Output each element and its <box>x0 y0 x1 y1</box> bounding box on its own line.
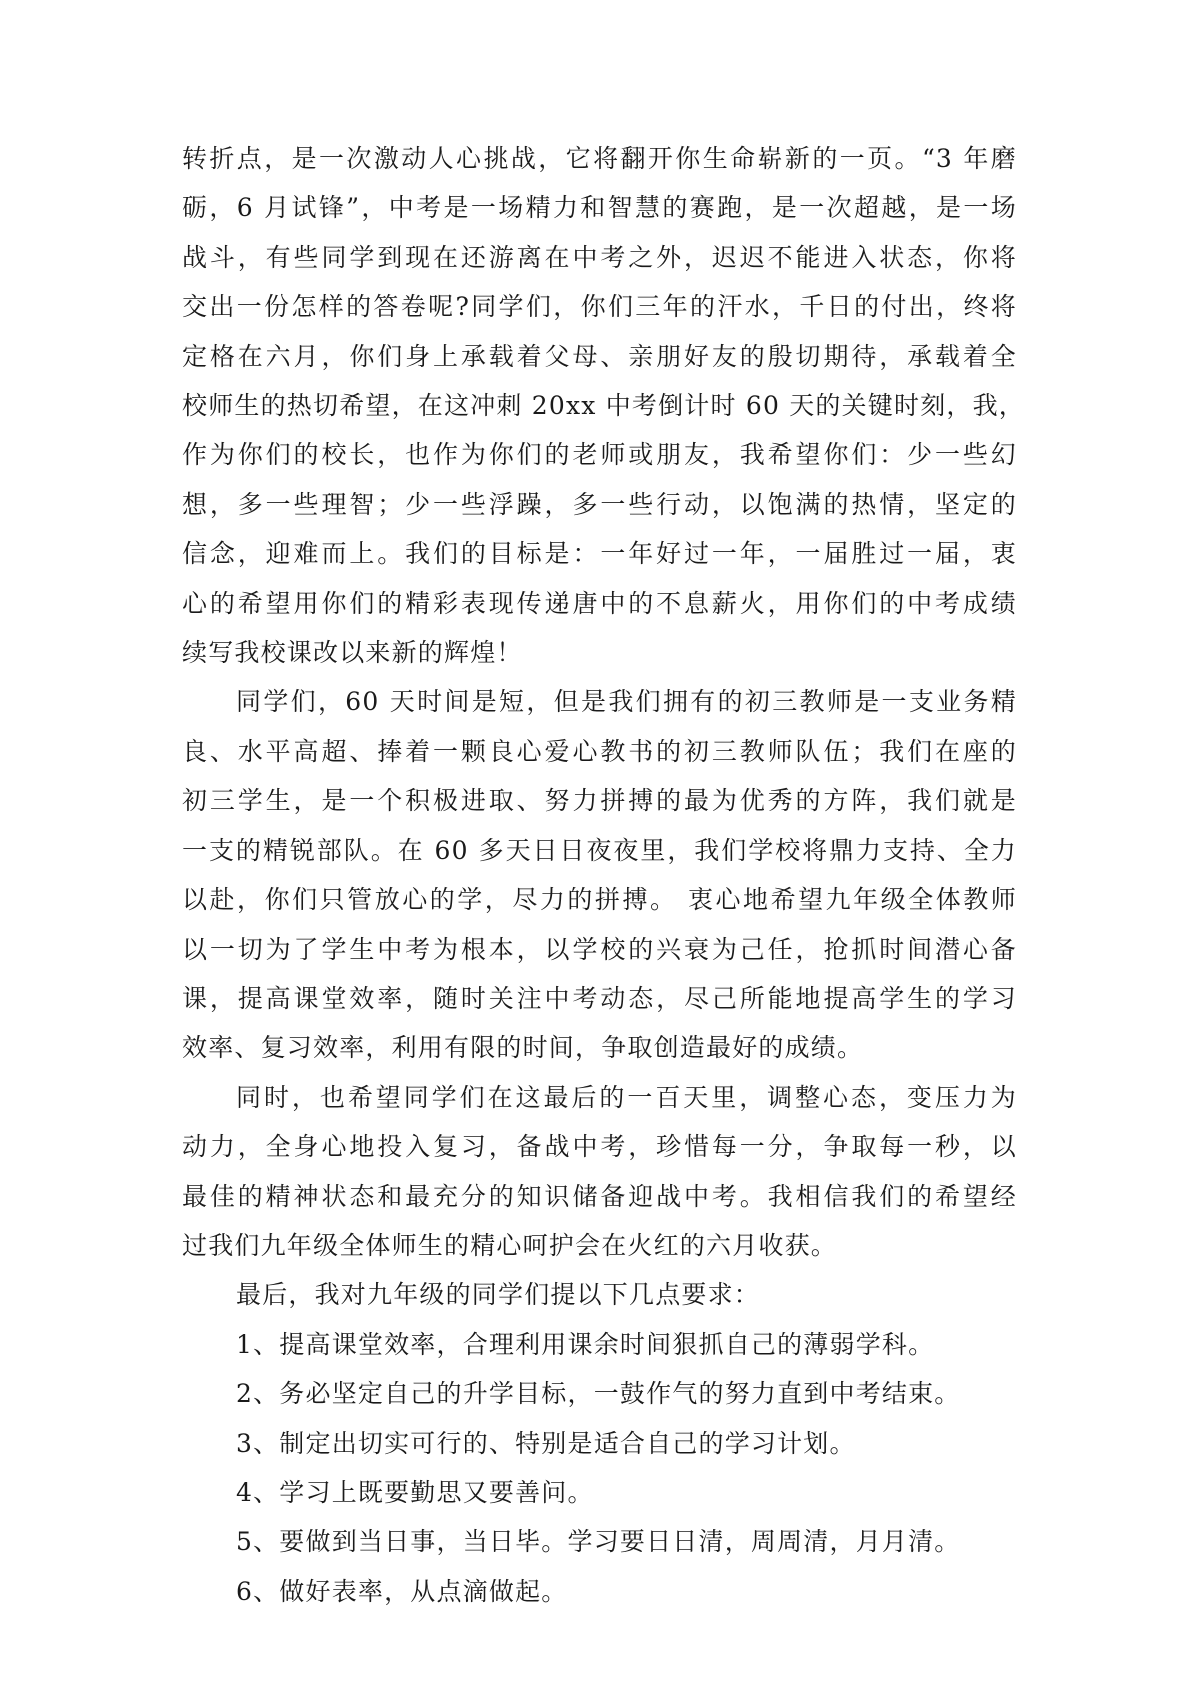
text-line: 心的希望用你们的精彩表现传递唐中的不息薪火，用你们的中考成绩 <box>182 588 1017 618</box>
text-line: 砺，6 月试锋”，中考是一场精力和智慧的赛跑，是一次超越，是一场 <box>182 193 1017 223</box>
text-line: 转折点，是一次激动人心挑战，它将翻开你生命崭新的一页。“3 年磨 <box>182 144 1017 173</box>
text-line: 定格在六月，你们身上承载着父母、亲朋好友的殷切期待，承载着全 <box>182 341 1017 371</box>
text-line: 课，提高课堂效率，随时关注中考动态，尽己所能地提高学生的学习 <box>182 983 1017 1013</box>
text-line: 作为你们的校长，也作为你们的老师或朋友，我希望你们：少一些幻 <box>182 440 1017 470</box>
requirements-intro: 最后，我对九年级的同学们提以下几点要求： <box>236 1280 761 1310</box>
text-line: 以赴，你们只管放心的学，尽力的拼搏。 衷心地希望九年级全体教师 <box>182 885 1017 915</box>
list-item: 5、要做到当日事，当日毕。学习要日日清，周周清，月月清。 <box>236 1527 961 1557</box>
text-line: 校师生的热切希望，在这冲刺 20xx 中考倒计时 60 天的关键时刻，我， <box>182 391 1026 421</box>
text-line: 动力，全身心地投入复习，备战中考，珍惜每一分，争取每一秒，以 <box>182 1132 1017 1162</box>
text-line: 续写我校课改以来新的辉煌！ <box>182 638 523 668</box>
text-line: 初三学生，是一个积极进取、努力拼搏的最为优秀的方阵，我们就是 <box>182 786 1017 816</box>
list-item: 2、务必坚定自己的升学目标，一鼓作气的努力直到中考结束。 <box>236 1379 961 1409</box>
text-line: 最佳的精神状态和最充分的知识储备迎战中考。我相信我们的希望经 <box>182 1181 1017 1211</box>
list-item: 1、提高课堂效率，合理利用课余时间狠抓自己的薄弱学科。 <box>236 1329 935 1359</box>
text-line: 战斗，有些同学到现在还游离在中考之外，迟迟不能进入状态，你将 <box>182 242 1017 272</box>
text-line: 交出一份怎样的答卷呢?同学们，你们三年的汗水，千日的付出，终将 <box>182 292 1017 322</box>
list-item: 6、做好表率，从点滴做起。 <box>236 1576 568 1606</box>
paragraph-3 <box>182 1073 1017 1271</box>
text-line: 以一切为了学生中考为根本，以学校的兴衰为己任，抢抓时间潜心备 <box>182 934 1017 964</box>
document-body <box>182 134 1026 1616</box>
text-line: 同学们，60 天时间是短，但是我们拥有的初三教师是一支业务精 <box>236 687 1017 717</box>
paragraph-2 <box>182 677 1017 1072</box>
text-line: 同时，也希望同学们在这最后的一百天里，调整心态，变压力为 <box>236 1082 1017 1112</box>
paragraph-1 <box>182 134 1026 677</box>
text-line: 过我们九年级全体师生的精心呵护会在火红的六月收获。 <box>182 1230 838 1260</box>
list-item: 3、制定出切实可行的、特别是适合自己的学习计划。 <box>236 1428 856 1458</box>
text-line: 效率、复习效率，利用有限的时间，争取创造最好的成绩。 <box>182 1033 864 1063</box>
list-item: 4、学习上既要勤思又要善问。 <box>236 1477 594 1507</box>
requirements-list <box>182 1270 1017 1616</box>
text-line: 信念，迎难而上。我们的目标是：一年好过一年，一届胜过一届，衷 <box>182 539 1017 569</box>
text-line: 良、水平高超、捧着一颗良心爱心教书的初三教师队伍；我们在座的 <box>182 736 1017 766</box>
text-line: 想，多一些理智；少一些浮躁，多一些行动，以饱满的热情，坚定的 <box>182 489 1017 519</box>
text-line: 一支的精锐部队。在 60 多天日日夜夜里，我们学校将鼎力支持、全力 <box>182 835 1017 865</box>
